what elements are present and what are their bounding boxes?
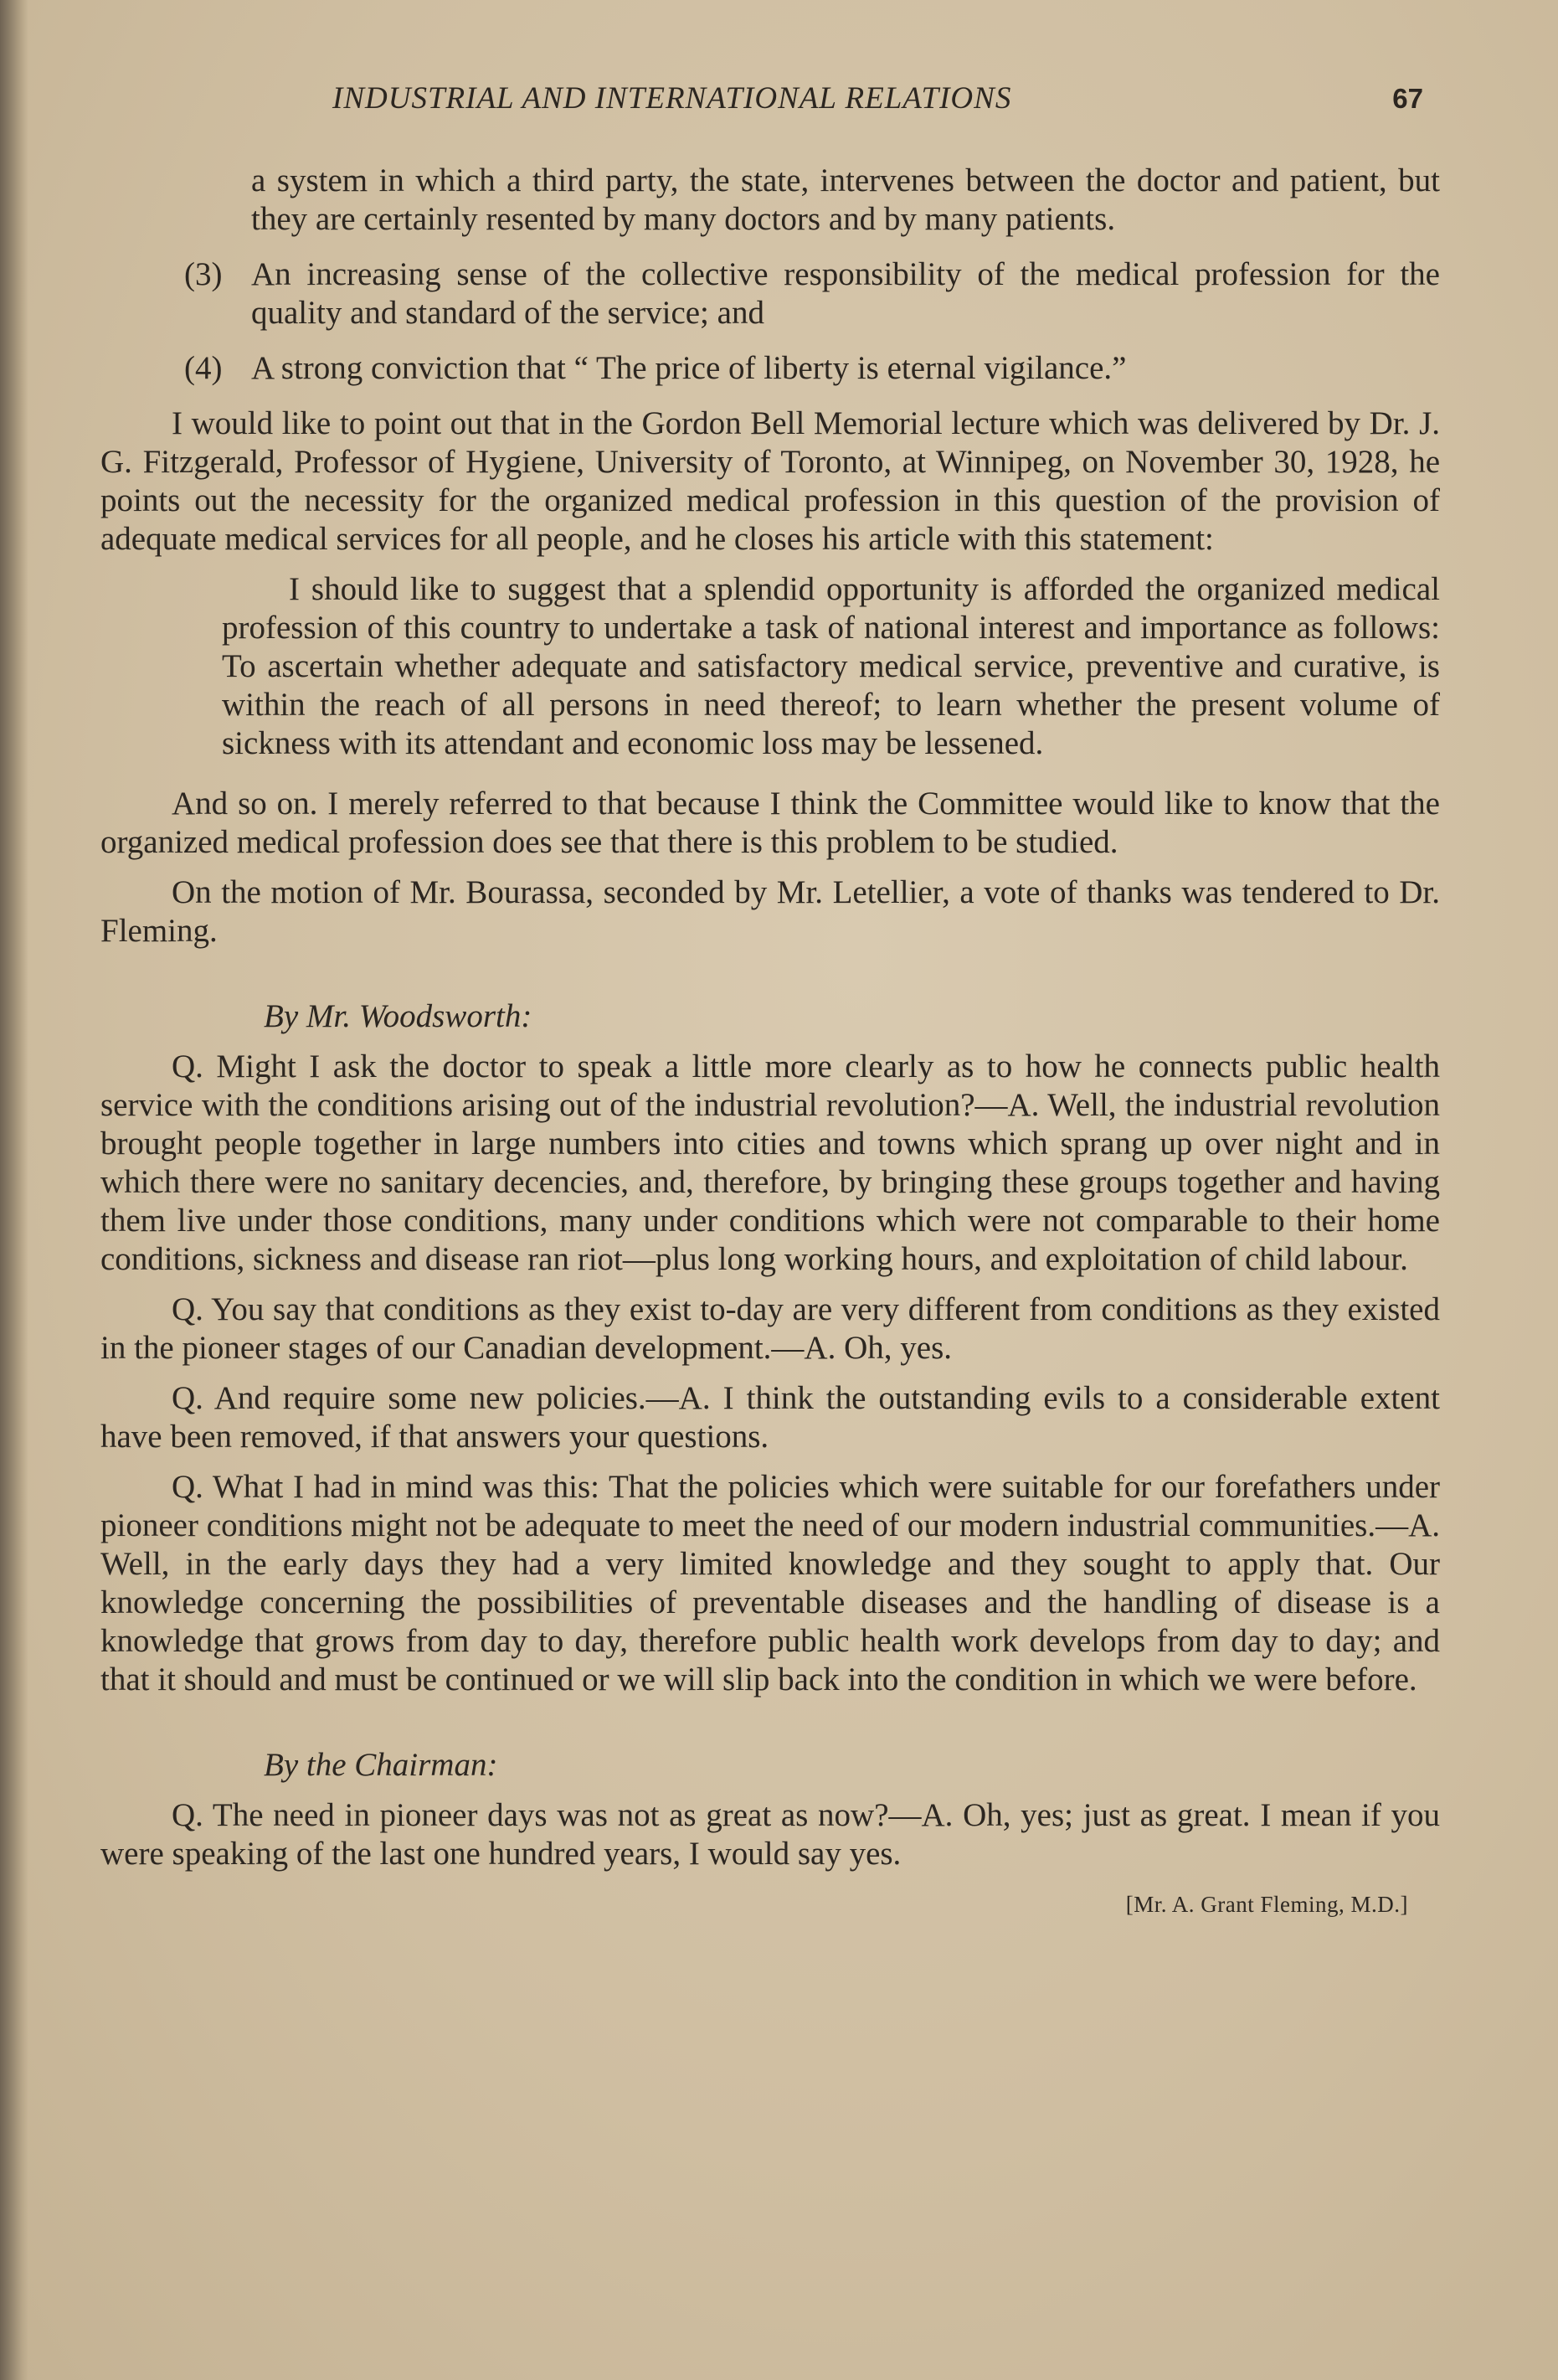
speaker-heading-woodsworth: By Mr. Woodsworth:: [264, 998, 532, 1034]
witness-signature: [Mr. A. Grant Fleming, M.D.]: [1125, 1892, 1408, 1917]
speaker-heading-chairman: By the Chairman:: [264, 1747, 498, 1783]
list-item: [100, 255, 1440, 332]
running-title: INDUSTRIAL AND INTERNATIONAL RELATIONS: [332, 81, 1012, 116]
question-answer: Q. Might I ask the doctor to speak a little more clearly as to how he connects public health service with the conditions arising out of the industrial revolution?—A. Well, the industrial revolution brought people together in large numbers into cities and towns which sprang up over night and in which there were no sanitary decencies, and, therefore, by bringing these groups together and having them live under those conditions, many under conditions which were not comparable to their home conditions, sickness and disease ran riot—plus long working hours, and exploitation of child labour.: [100, 1048, 1440, 1277]
question-answer: Q. The need in pioneer days was not as great as now?—A. Oh, yes; just as great. I mean if you were speaking of the last one hundred years, I would say yes.: [100, 1797, 1440, 1872]
page-number: 67: [1392, 83, 1423, 114]
item-text: A strong conviction that “ The price of liberty is eternal vigilance.”: [251, 350, 1127, 386]
question-answer: Q. You say that conditions as they exist to-day are very different from conditions as they existed in the pioneer stages of our Canadian development.—A. Oh, yes.: [100, 1291, 1440, 1366]
list-item: [100, 349, 1440, 388]
item-text: An increasing sense of the collective responsibility of the medical profession for the quality and standard of the service; and: [251, 256, 1440, 331]
item-number: (4): [184, 350, 223, 386]
and-so-on-paragraph: And so on. I merely referred to that because I think the Committee would like to know that the organized medical profession does see that there is this problem to be studied.: [100, 786, 1440, 860]
continued-paragraph: a system in which a third party, the state, intervenes between the doctor and patient, but they are certainly resented by many doctors and by many patients.: [251, 162, 1440, 237]
page-header: [100, 80, 1440, 118]
vote-of-thanks-paragraph: On the motion of Mr. Bourassa, seconded by Mr. Letellier, a vote of thanks was tendered to Dr. Fleming.: [100, 874, 1440, 949]
question-answer: Q. And require some new policies.—A. I think the outstanding evils to a considerable extent have been removed, if that answers your questions.: [100, 1380, 1440, 1455]
binding-edge: [0, 0, 28, 2380]
block-quote: I should like to suggest that a splendid opportunity is afforded the organized medical profession of this country to undertake a task of national interest and importance as follows: To ascertain whether adequate and satisfactory medical service, preventive and curative, is within the reach of all persons in need thereof; to learn whether the present volume of sickness with its attendant and economic loss may be lessened.: [222, 571, 1440, 761]
gordon-bell-paragraph: I would like to point out that in the Gordon Bell Memorial lecture which was delivered by Dr. J. G. Fitzgerald, Professor of Hygiene, University of Toronto, at Winnipeg, on November 30, 1928, he points out the necessity for the organized medical profession in this question of the provision of adequate medical services for all people, and he closes his article with this statement:: [100, 405, 1440, 557]
question-answer: Q. What I had in mind was this: That the policies which were suitable for our forefathers under pioneer conditions might not be adequate to meet the need of our modern industrial communities.—A. Well, in the early days they had a very limited knowledge and they sought to apply that. Our knowledge concerning the possibilities of preventable diseases and the handling of disease is a knowledge that grows from day to day, therefore public health work develops from day to day; and that it should and must be continued or we will slip back into the condition in which we were before.: [100, 1469, 1440, 1697]
item-number: (3): [184, 256, 223, 292]
page-text: [100, 80, 1440, 1924]
